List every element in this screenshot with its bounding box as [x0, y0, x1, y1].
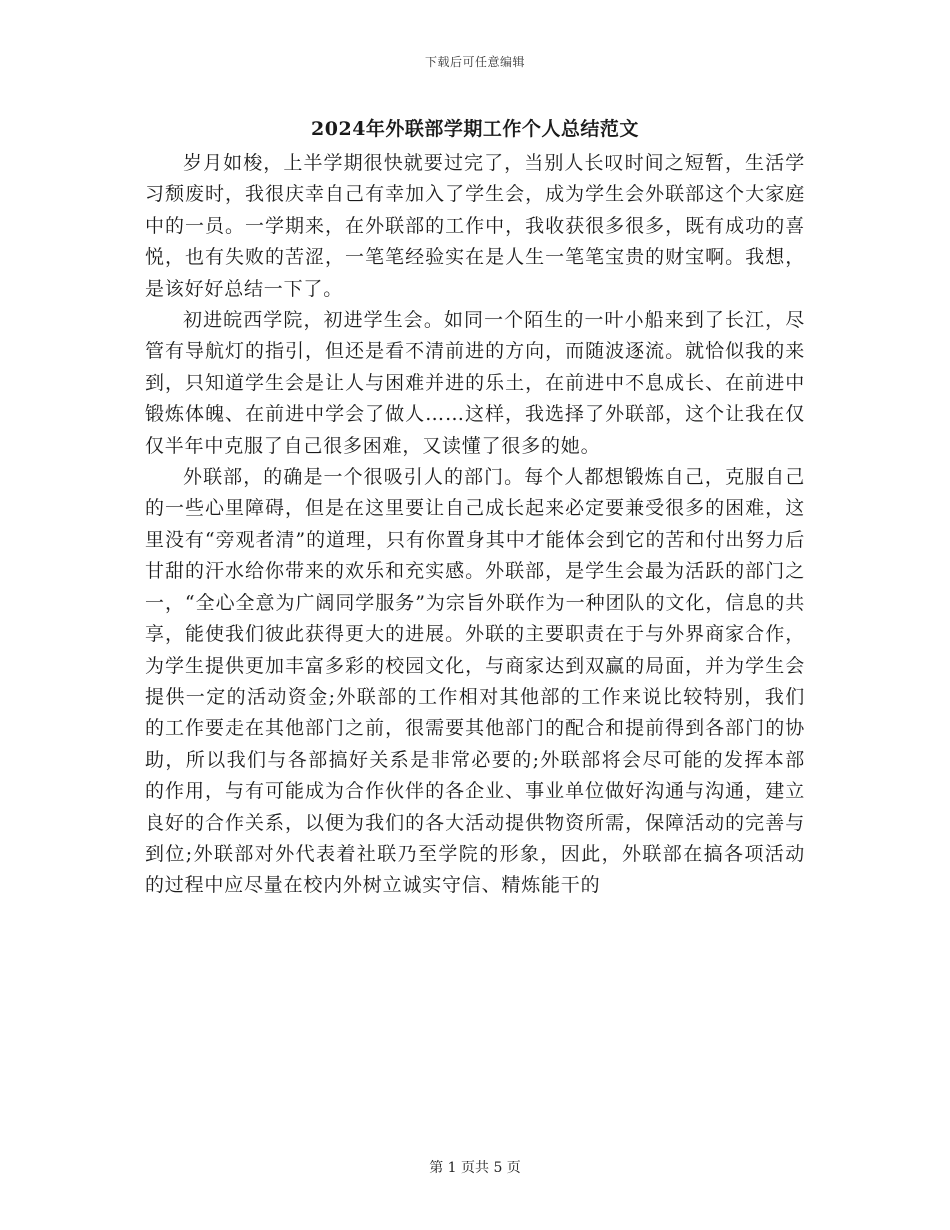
page-header-note: 下载后可任意编辑 — [424, 55, 525, 69]
paragraph-1: 岁月如梭，上半学期很快就要过完了，当别人长叹时间之短暂，生活学习颓废时，我很庆幸自己有幸加入了学生会，成为学生会外联部这个大家庭中的一员。一学期来，在外联部的工作中，我收获很多很多，既有成功的喜悦，也有失败的苦涩，一笔笔经验实在是人生一笔笔宝贵的财宝啊。我想，是该好好总结一下了。 — [145, 152, 805, 300]
document-body — [145, 148, 805, 902]
paragraph-2: 初进皖西学院，初进学生会。如同一个陌生的一叶小船来到了长江，尽管有导航灯的指引，但还是看不清前进的方向，而随波逐流。就恰似我的来到，只知道学生会是让人与困难并进的乐土，在前进中不息成长、在前进中锻炼体魄、在前进中学会了做人……这样，我选择了外联部，这个让我在仅仅半年中克服了自己很多困难，又读懂了很多的她。 — [145, 309, 805, 457]
document-title: 2024年外联部学期工作个人总结范文 — [311, 118, 639, 140]
page-footer-indicator: 第 1 页共 5 页 — [429, 1160, 521, 1176]
paragraph-3: 外联部，的确是一个很吸引人的部门。每个人都想锻炼自己，克服自己的一些心里障碍，但是在这里要让自己成长起来必定要兼受很多的困难，这里没有“旁观者清”的道理，只有你置身其中才能体会到它的苦和付出努力后甘甜的汗水给你带来的欢乐和充实感。外联部，是学生会最为活跃的部门之一，“全心全意为广阔同学服务”为宗旨外联作为一种团队的文化，信息的共享，能使我们彼此获得更大的进展。外联的主要职责在于与外界商家合作，为学生提供更加丰富多彩的校园文化，与商家达到双赢的局面，并为学生会提供一定的活动资金;外联部的工作相对其他部的工作来说比较特别，我们的工作要走在其他部门之前，很需要其他部门的配合和提前得到各部门的协助，所以我们与各部搞好关系是非常必要的;外联部将会尽可能的发挥本部的作用，与有可能成为合作伙伴的各企业、事业单位做好沟通与沟通，建立良好的合作关系，以便为我们的各大活动提供物资所需，保障活动的完善与到位;外联部对外代表着社联乃至学院的形象，因此，外联部在搞各项活动的过程中应尽量在校内外树立诚实守信、精炼能干的 — [145, 466, 805, 897]
